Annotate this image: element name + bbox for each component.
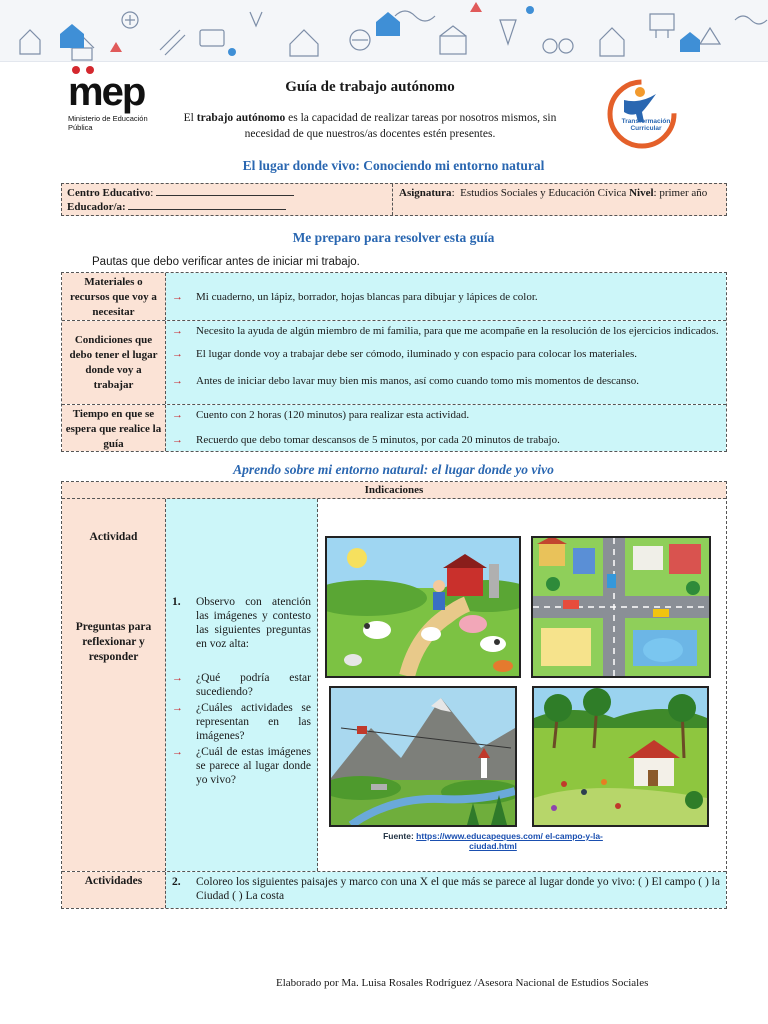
actividades-label: Actividades [62,872,166,908]
prep-body-condiciones [166,321,726,404]
list-item-text: Mi cuaderno, un lápiz, borrador, hojas blancas para dibujar y lápices de color. [196,291,538,303]
source-label: Fuente [383,831,411,841]
arrow-right-icon: → [172,375,183,387]
question-number: 1. [172,596,181,608]
list-item-text: Recuerdo que debo tomar descansos de 5 minutos, por cada 20 minutos de trabajo. [196,434,560,446]
list-item-text: El lugar donde voy a trabajar debe ser cómodo, iluminado y con espacio para colocar los materiales. [196,348,638,360]
list-item-text: Cuento con 2 horas (120 minutos) para realizar esta actividad. [196,409,470,421]
intro-bold: trabajo autónomo [196,112,286,124]
indicaciones-header: Indicaciones [62,482,726,499]
farm-scene-image [325,536,521,678]
question-1 [172,595,311,651]
city-scene-image [531,536,711,678]
prep-row-condiciones [62,321,726,405]
images-column [318,499,726,871]
question-text: Coloreo los siguientes paisajes y marco con una X el que más se parece al lugar donde yo vivo: ( ) El campo ( ) la Ciudad ( ) La costa [196,876,720,902]
list-item [172,671,311,699]
arrow-right-icon: → [172,672,183,684]
question-number: 2. [172,876,181,888]
questions-column [166,499,318,871]
nivel-value: primer año [659,187,708,199]
village-scene-image [532,686,709,827]
school-info-left: Centro Educativo: Educador/a: [62,184,393,215]
actividad-label: Actividad [89,531,138,543]
prep-label-tiempo: Tiempo en que se espera que realice la guía [62,405,166,451]
transformacion-curricular-logo [600,78,684,152]
school-doodles-pattern [0,0,768,62]
arrow-right-icon: → [172,746,183,758]
activity-label-column [62,499,166,871]
activity-task-body [166,872,726,908]
mountain-scene-image [329,686,517,827]
tc-logo-text: Transformación Curricular [621,118,671,132]
list-item [172,701,311,743]
list-item [172,324,720,338]
list-item-text: Necesito la ayuda de algún miembro de mi familia, para que me acompañe en la resolución de los ejercicios indicados. [196,325,719,337]
section-title-entorno: El lugar donde vivo: Conociendo mi entorno natural [242,158,545,173]
centro-educativo-label: Centro Educativo [67,187,151,199]
list-item [172,408,720,422]
school-info-table [61,183,727,216]
mep-logo [64,66,154,146]
section-title-aprendo: Aprendo sobre mi entorno natural: el lugar donde yo vivo [233,462,554,477]
intro-post: es la capacidad de realizar tareas por nosotros mismos, sin necesidad de que nuestros/as docentes estén presentes. [244,112,557,140]
intro-pre: El [183,112,194,124]
image-source: Fuente: https://www.educapeques.com/ el-campo-y-la-ciudad.html [383,831,603,851]
arrow-right-icon: → [172,409,183,421]
arrow-right-icon: → [172,434,183,446]
intro-paragraph [160,110,580,142]
preparation-table [61,272,727,452]
mep-logo-word: mep [68,70,145,114]
activity-main-row [62,499,726,872]
educador-field[interactable] [128,200,286,210]
school-info-right: Asignatura: Estudios Sociales y Educación Cívica Nivel: primer año [399,187,708,199]
list-item [172,347,720,361]
list-item-text: ¿Qué podría estar sucediendo? [196,672,311,698]
arrow-right-icon: → [172,702,183,714]
list-item-text: Antes de iniciar debo lavar muy bien mis manos, así como cuando tomo mis momentos de descanso. [196,375,639,387]
nivel-label: Nivel [629,187,654,199]
source-link[interactable]: https://www.educapeques.com/ el-campo-y-la-ciudad.html [416,831,603,851]
list-item-text: ¿Cuál de estas imágenes se parece al lugar donde yo vivo? [196,746,311,786]
mep-logo-subtitle: Ministerio de Educación Pública [68,114,148,132]
asignatura-label: Asignatura [399,187,452,199]
arrow-right-icon: → [172,291,183,303]
asignatura-value: Estudios Sociales y Educación Cívica [460,187,627,199]
list-item [172,374,720,388]
centro-educativo-field[interactable] [156,186,294,196]
prep-row-tiempo [62,405,726,451]
section-title-preparo: Me preparo para resolver esta guía [292,230,495,245]
list-item-text: ¿Cuáles actividades se representan en las imágenes? [196,702,311,742]
activity-task-row [62,872,726,908]
header-banner [0,0,768,62]
footer-credit: Elaborado por Ma. Luisa Rosales Rodríguez /Asesora Nacional de Estudios Sociales [276,977,649,989]
list-item [172,433,720,447]
prep-body-materiales [166,273,726,320]
prep-label-materiales: Materiales o recursos que voy a necesitar [62,273,166,320]
prep-body-tiempo [166,405,726,451]
activity-table [61,481,727,909]
prep-row-materiales [62,273,726,321]
list-item [172,290,720,304]
educador-label: Educador/a: [67,201,126,213]
tc-logo-emblem [600,78,684,152]
list-item [172,745,311,787]
pautas-text: Pautas que debo verificar antes de iniciar mi trabajo. [92,256,360,268]
prep-label-condiciones: Condiciones que debo tener el lugar donde voy a trabajar [62,321,166,404]
question-text: Observo con atención las imágenes y contesto las siguientes preguntas en voz alta: [196,596,311,650]
arrow-right-icon: → [172,348,183,360]
arrow-right-icon: → [172,325,183,337]
preguntas-label: Preguntas para reflexionar y responder [75,621,152,663]
guide-title: Guía de trabajo autónomo [285,79,455,95]
